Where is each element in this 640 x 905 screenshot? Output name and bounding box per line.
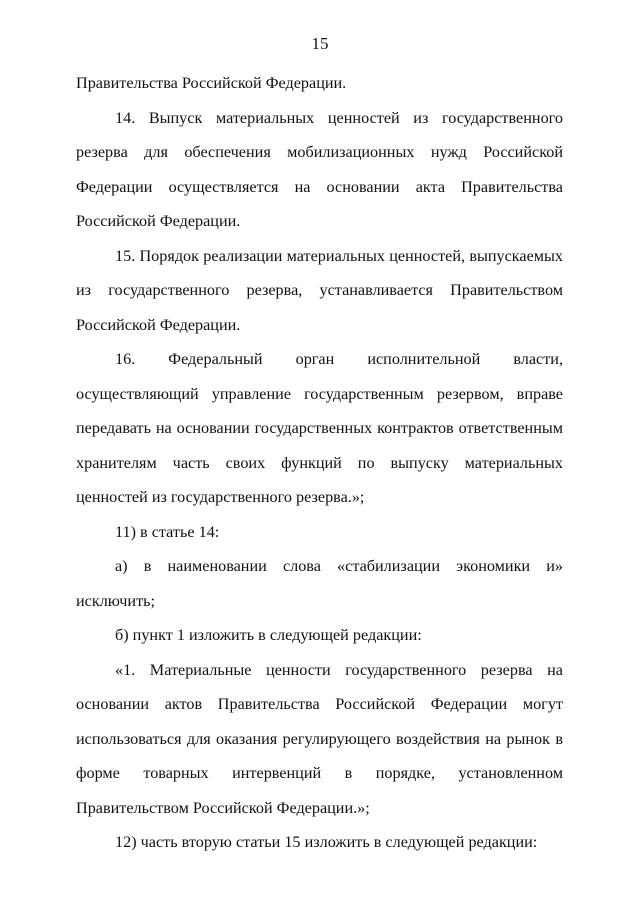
paragraph-amendment-11a: а) в наименовании слова «стабилизации экономики и» исключить; (76, 557, 563, 610)
paragraph-continuation: Правительства Российской Федерации. (76, 74, 347, 92)
page-number: 15 (311, 34, 329, 53)
paragraph-item-15: 15. Порядок реализации материальных ценностей, выпускаемых из государственного резерва, устанавливается Правительством Российской Федерации. (76, 246, 563, 334)
document-body (76, 66, 563, 860)
paragraph-amendment-12: 12) часть вторую статьи 15 изложить в следующей редакции: (115, 833, 538, 851)
paragraph-amendment-11: 11) в статье 14: (115, 522, 220, 541)
paragraph-item-14: 14. Выпуск материальных ценностей из государственного резерва для обеспечения мобилизационных нужд Российской Федерации осуществляется на основании акта Правительства Российской Федерации. (76, 108, 563, 230)
paragraph-item-16: 16. Федеральный орган исполнительной власти, осуществляющий управление государственным резервом, вправе передавать на основании государственных контрактов ответственным хранителям часть своих функций по выпуску материальных ценностей из государственного резерва.»; (76, 350, 563, 506)
paragraph-new-item-1: «1. Материальные ценности государственного резерва на основании актов Правительства Российской Федерации могут использоваться для оказания регулирующего воздействия на рынок в форме товарных интервенций в порядке, установленном Правительством Российской Федерации.»; (76, 660, 563, 817)
paragraph-amendment-11b: б) пункт 1 изложить в следующей редакции: (115, 626, 422, 644)
